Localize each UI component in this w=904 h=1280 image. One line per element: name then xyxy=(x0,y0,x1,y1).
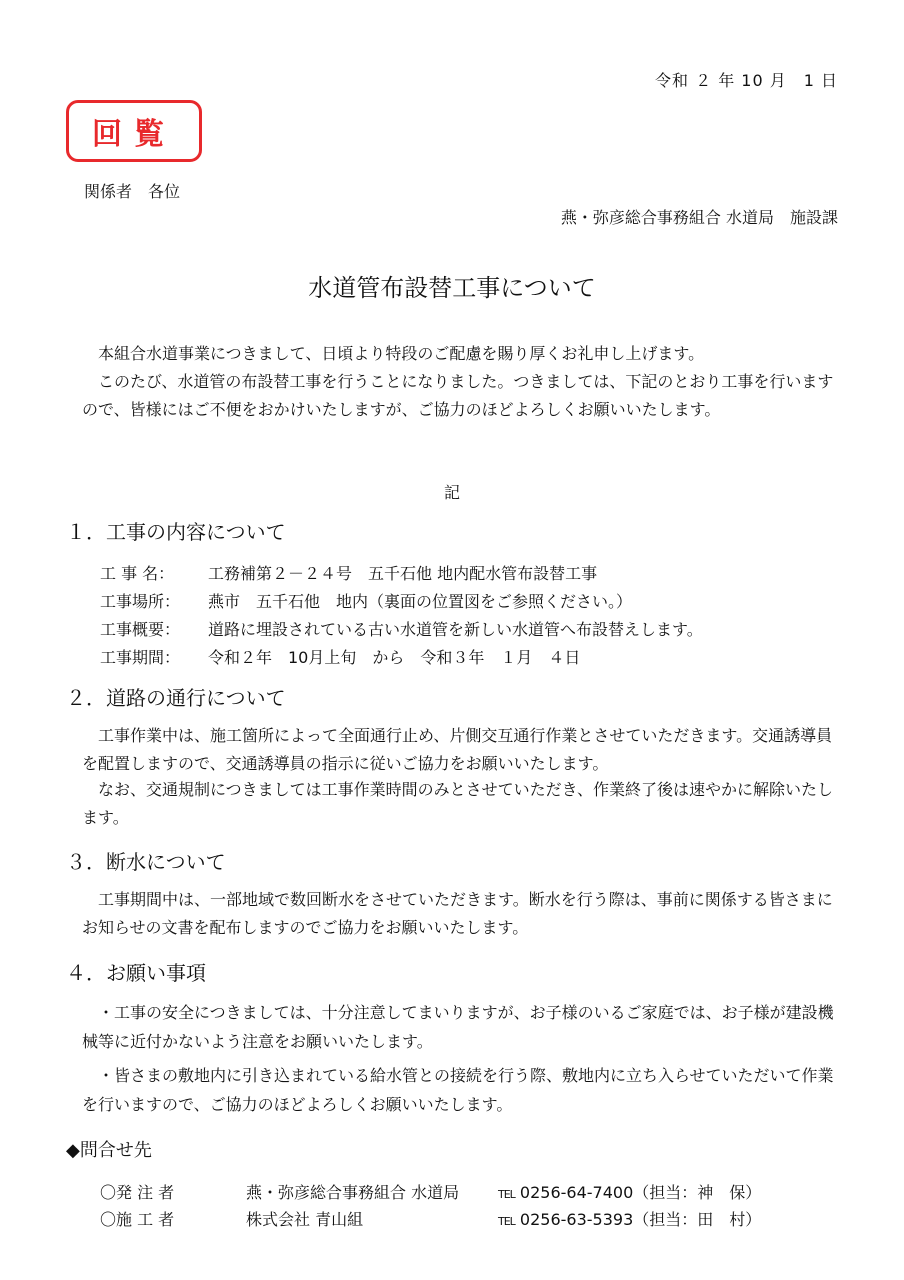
section2-paragraph-2: なお、交通規制につきましては工事作業時間のみとさせていただき、作業終了後は速やかに解除いたします。 xyxy=(82,780,834,827)
section2-heading: ２．道路の通行について xyxy=(66,686,286,710)
work-period-value: 令和２年 10月上旬 から 令和３年 １月 ４日 xyxy=(208,648,581,667)
contact-tel xyxy=(498,1207,761,1230)
section4-paragraph-1: ・工事の安全につきましては、十分注意してまいりますが、お子様のいるご家庭では、お子様が建設機械等に近付かないよう注意をお願いいたします。 xyxy=(82,1003,834,1051)
contact-tel-number: 0256-63-5393（担当：田 村） xyxy=(519,1210,762,1229)
document-date: 令和 ２ 年 10 月 1 日 xyxy=(655,71,838,90)
tel-mark: TEL xyxy=(498,1188,515,1201)
contact-row-contractor xyxy=(100,1207,840,1231)
section4-paragraph-2: ・皆さまの敷地内に引き込まれている給水管との接続を行う際、敷地内に立ち入らせていただいて作業を行いますので、ご協力のほどよろしくお願いいたします。 xyxy=(82,1066,834,1114)
section1-heading: １．工事の内容について xyxy=(66,520,286,544)
contact-role: 〇発 注 者 xyxy=(100,1183,175,1202)
intro-paragraph-2: このたび、水道管の布設替工事を行うことになりました。つきましては、下記のとおり工事を行いますので、皆様にはご不便をおかけいたしますが、ご協力のほどよろしくお願いいたします。 xyxy=(82,372,834,419)
work-name-row xyxy=(100,561,597,584)
intro-paragraph-1: 本組合水道事業につきまして、日頃より特段のご配慮を賜り厚くお礼申し上げます。 xyxy=(98,344,705,363)
contact-row-client xyxy=(100,1180,840,1204)
contact-heading: ◆問合せ先 xyxy=(66,1140,152,1161)
work-place-label: 工事場所： xyxy=(100,592,181,611)
addressee: 関係者 各位 xyxy=(84,182,181,201)
section3-heading: ３．断水について xyxy=(66,850,226,874)
work-period-row xyxy=(100,645,580,668)
contact-tel xyxy=(498,1180,761,1203)
work-place-value: 燕市 五千石他 地内（裏面の位置図をご参照ください。） xyxy=(208,592,633,611)
sender: 燕・弥彦総合事務組合 水道局 施設課 xyxy=(560,208,838,227)
work-summary-label: 工事概要： xyxy=(100,620,181,639)
work-name-value: 工務補第２－２４号 五千石他 地内配水管布設替工事 xyxy=(208,564,598,583)
ki-marker: 記 xyxy=(443,483,460,502)
work-period-label: 工事期間： xyxy=(100,648,181,667)
work-name-label: 工 事 名： xyxy=(100,564,175,583)
work-place-row xyxy=(100,589,632,612)
contact-org: 燕・弥彦総合事務組合 水道局 xyxy=(246,1183,460,1202)
contact-tel-number: 0256-64-7400（担当：神 保） xyxy=(519,1183,762,1202)
work-summary-value: 道路に埋設されている古い水道管を新しい水道管へ布設替えします。 xyxy=(208,620,703,639)
circulation-stamp: 回覧 xyxy=(66,100,202,162)
section4-heading: ４．お願い事項 xyxy=(66,961,206,985)
contact-role: 〇施 工 者 xyxy=(100,1210,175,1229)
document-title: 水道管布設替工事について xyxy=(308,274,596,302)
contact-org: 株式会社 青山組 xyxy=(246,1210,364,1229)
tel-mark: TEL xyxy=(498,1215,515,1228)
section2-paragraph-1: 工事作業中は、施工箇所によって全面通行止め、片側交互通行作業とさせていただきます。交通誘導員を配置しますので、交通誘導員の指示に従いご協力をお願いいたします。 xyxy=(82,726,833,773)
section3-paragraph-1: 工事期間中は、一部地域で数回断水をさせていただきます。断水を行う際は、事前に関係する皆さまにお知らせの文書を配布しますのでご協力をお願いいたします。 xyxy=(82,890,833,937)
work-summary-row xyxy=(100,617,703,640)
